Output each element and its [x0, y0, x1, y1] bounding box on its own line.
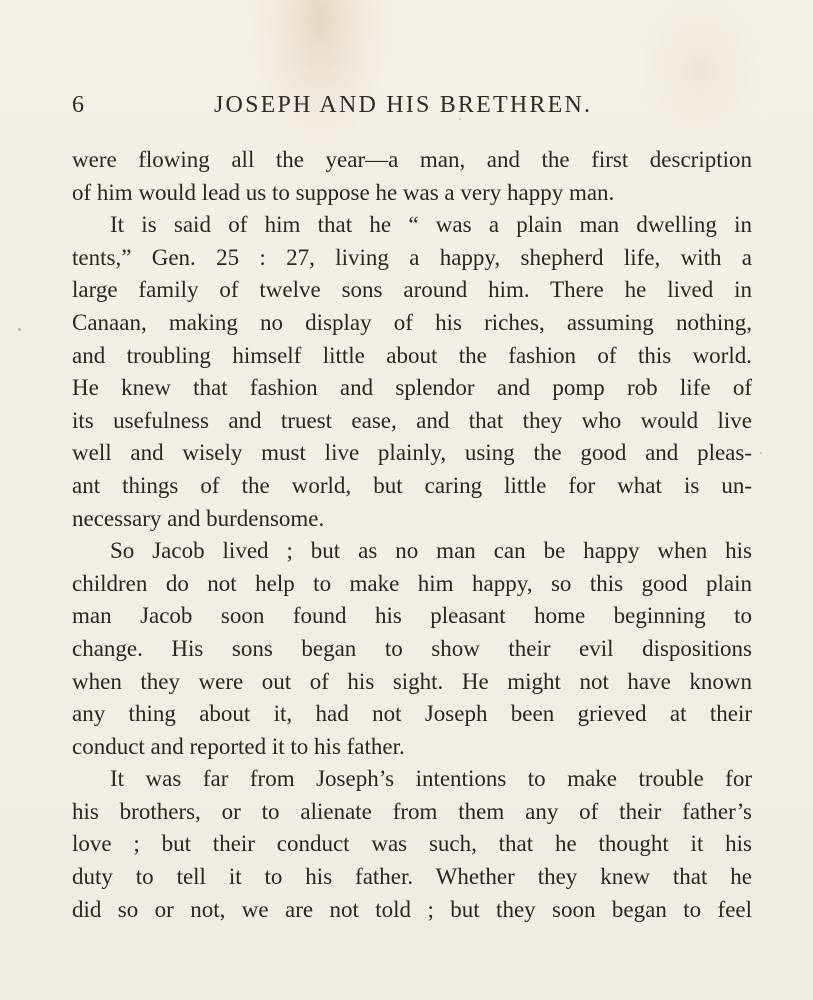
paper-speck — [459, 118, 461, 120]
text-line: his brothers, or to alienate from them any of their father’s — [72, 798, 752, 824]
paragraph-first-line: It was far from Joseph’s intentions to make trouble for — [110, 766, 752, 792]
text-line: well and wisely must live plainly, using the good and pleas- — [72, 440, 752, 466]
text-line: tents,” Gen. 25 : 27, living a happy, shepherd life, with a — [72, 244, 752, 270]
text-line: conduct and reported it to his father. — [72, 733, 405, 759]
text-line: ant things of the world, but caring little for what is un- — [72, 472, 752, 498]
text-line: and troubling himself little about the fashion of this world. — [72, 342, 752, 368]
text-line: its usefulness and truest ease, and that they who would live — [72, 407, 752, 433]
text-line: large family of twelve sons around him. There he lived in — [72, 277, 752, 303]
body-text — [72, 144, 752, 926]
text-line: did so or not, we are not told ; but they soon began to feel — [72, 896, 752, 922]
text-line: of him would lead us to suppose he was a very happy man. — [72, 179, 615, 205]
text-line: change. His sons began to show their evil dispositions — [72, 635, 752, 661]
text-line: duty to tell it to his father. Whether they knew that he — [72, 864, 752, 890]
text-line: children do not help to make him happy, so this good plain — [72, 570, 752, 596]
running-head — [72, 92, 752, 122]
text-line: man Jacob soon found his pleasant home beginning to — [72, 603, 752, 629]
text-line: were flowing all the year—a man, and the first description — [72, 147, 752, 172]
text-line: Canaan, making no display of his riches, assuming nothing, — [72, 309, 752, 335]
paragraph-first-line: It is said of him that he “ was a plain man dwelling in — [110, 212, 752, 238]
paper-speck — [760, 452, 762, 454]
text-line: He knew that fashion and splendor and pomp rob life of — [72, 375, 752, 401]
paragraph-first-line: So Jacob lived ; but as no man can be happy when his — [110, 538, 752, 564]
paper-speck — [18, 328, 21, 331]
running-title: JOSEPH AND HIS BRETHREN. — [214, 92, 593, 118]
text-line: necessary and burdensome. — [72, 505, 325, 531]
text-line: love ; but their conduct was such, that he thought it his — [72, 831, 752, 857]
text-line: any thing about it, had not Joseph been grieved at their — [72, 701, 752, 727]
text-line: when they were out of his sight. He might not have known — [72, 668, 752, 694]
page-number: 6 — [72, 92, 87, 118]
